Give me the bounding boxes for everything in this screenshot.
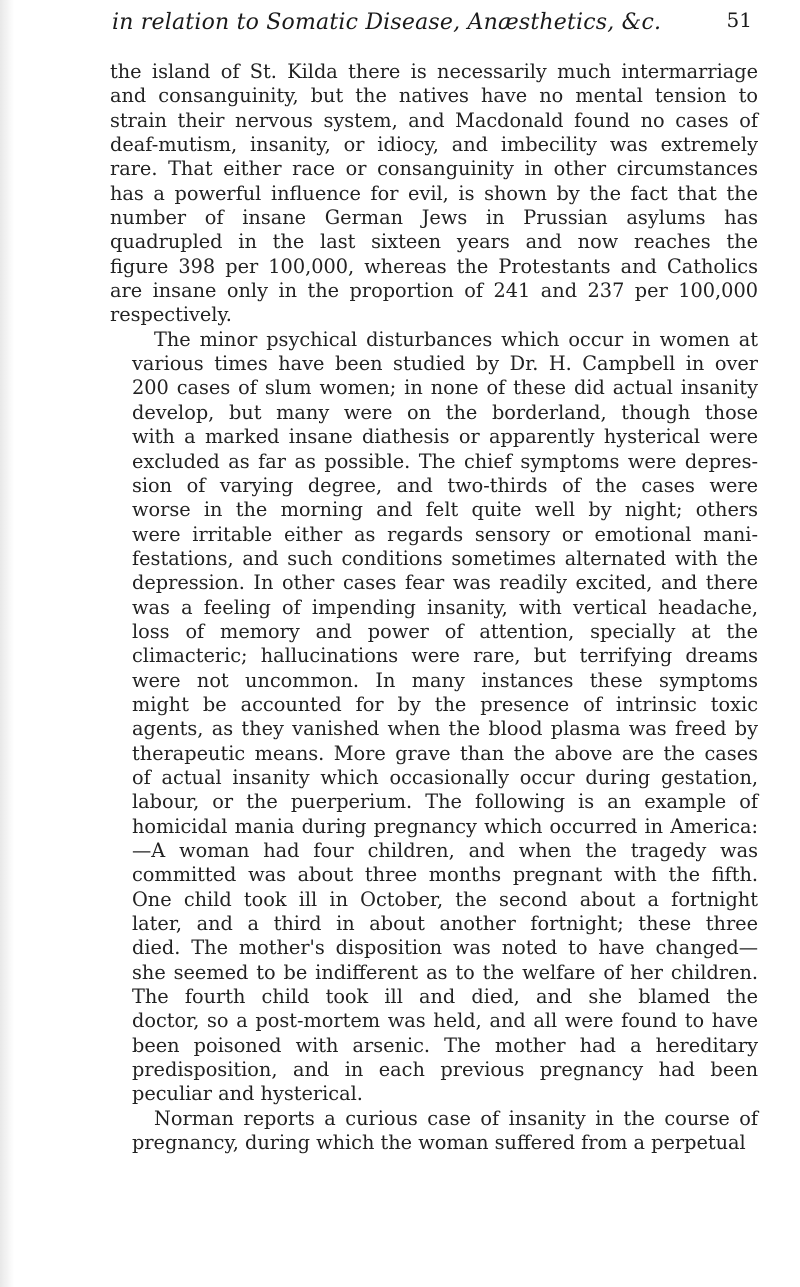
text-line: 200 cases of slum women; in none of these did actual insanity	[132, 376, 758, 400]
text-line: strain their nervous system, and Macdonald found no cases of	[110, 108, 758, 132]
text-line: been poisoned with arsenic. The mother had a hereditary	[132, 1033, 758, 1057]
text-line: the island of St. Kilda there is necessarily much intermarriage	[110, 60, 758, 83]
text-line: of actual insanity which occasionally occur during gestation,	[132, 765, 758, 789]
text-line: has a powerful influence for evil, is shown by the fact that the	[110, 181, 758, 205]
text-line: The fourth child took ill and died, and she blamed the	[132, 985, 758, 1009]
text-line: and consanguinity, but the natives have no mental tension to	[110, 84, 758, 108]
text-line: —A woman had four children, and when the tragedy was	[132, 839, 758, 862]
running-head: in relation to Somatic Disease, Anæsthetics, &c.	[112, 10, 662, 35]
text-line: Norman reports a curious case of insanity in the course of	[154, 1106, 758, 1130]
text-line: rare. That either race or consanguinity in other circumstances	[110, 157, 758, 181]
text-line: The minor psychical disturbances which occur in women at	[154, 327, 758, 351]
text-line: number of insane German Jews in Prussian asylums has	[110, 206, 758, 230]
text-line: depression. In other cases fear was readily excited, and there	[132, 571, 758, 595]
text-line: festations, and such conditions sometimes alternated with the	[132, 546, 758, 570]
text-line: died. The mother's disposition was noted to have changed—	[132, 936, 758, 960]
text-line: committed was about three months pregnant with the fifth.	[132, 863, 758, 887]
text-line: respectively.	[110, 303, 232, 327]
text-line: agents, as they vanished when the blood plasma was freed by	[132, 717, 758, 741]
text-line: were irritable either as regards sensory or emotional mani-	[132, 522, 758, 546]
text-line: predisposition, and in each previous pregnancy had been	[132, 1058, 758, 1082]
text-line: loss of memory and power of attention, specially at the	[132, 619, 758, 643]
text-line: are insane only in the proportion of 241 and 237 per 100,000	[110, 279, 758, 303]
text-line: develop, but many were on the borderland, though those	[132, 400, 758, 424]
text-line: later, and a third in about another fortnight; these three	[132, 912, 758, 936]
text-line: peculiar and hysterical.	[132, 1082, 363, 1106]
body-text	[110, 60, 758, 1155]
text-line: doctor, so a post-mortem was held, and all were found to have	[132, 1009, 758, 1033]
page-number: 51	[726, 8, 752, 32]
page-edge-shadow	[0, 0, 14, 1287]
text-line: with a marked insane diathesis or apparently hysterical were	[132, 425, 758, 449]
text-line: deaf-mutism, insanity, or idiocy, and imbecility was extremely	[110, 133, 758, 157]
text-line: therapeutic means. More grave than the above are the cases	[132, 741, 758, 765]
text-line: she seemed to be indifferent as to the welfare of her children.	[132, 960, 758, 984]
text-line: pregnancy, during which the woman suffered from a perpetual	[132, 1131, 746, 1155]
paragraph	[110, 328, 758, 1107]
text-line: worse in the morning and felt quite well by night; others	[132, 498, 758, 522]
page-header	[112, 10, 752, 50]
text-line: labour, or the puerperium. The following is an example of	[132, 790, 758, 814]
text-line: were not uncommon. In many instances these symptoms	[132, 668, 758, 692]
text-line: homicidal mania during pregnancy which occurred in America:	[132, 814, 758, 838]
text-line: figure 398 per 100,000, whereas the Protestants and Catholics	[110, 254, 758, 278]
text-line: various times have been studied by Dr. H. Campbell in over	[132, 352, 758, 376]
text-line: sion of varying degree, and two-thirds of the cases were	[132, 473, 758, 497]
paragraph	[110, 60, 758, 328]
text-line: One child took ill in October, the second about a fortnight	[132, 887, 758, 911]
text-line: climacteric; hallucinations were rare, but terrifying dreams	[132, 644, 758, 668]
text-line: excluded as far as possible. The chief symptoms were depres-	[132, 449, 758, 473]
paragraph	[110, 1107, 758, 1156]
text-line: might be accounted for by the presence of intrinsic toxic	[132, 692, 758, 716]
text-line: quadrupled in the last sixteen years and now reaches the	[110, 230, 758, 254]
text-line: was a feeling of impending insanity, with vertical headache,	[132, 595, 758, 619]
